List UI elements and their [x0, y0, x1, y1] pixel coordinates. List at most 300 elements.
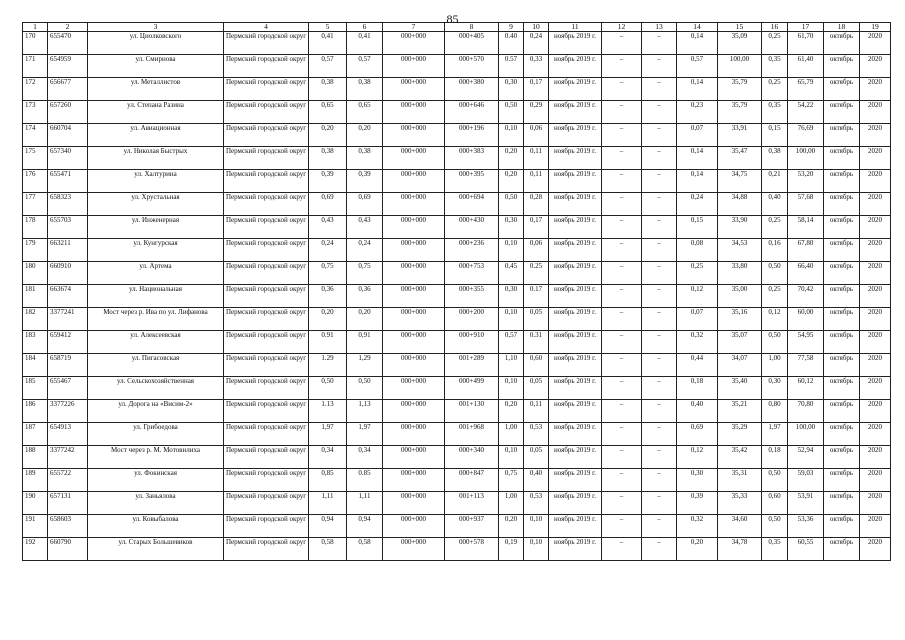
- cell-completion-date: ноябрь 2019 г.: [549, 515, 602, 538]
- cell-value-9: 0.40: [499, 32, 524, 55]
- cell-value-10: 0,60: [524, 354, 549, 377]
- cell-month: октябрь: [824, 239, 860, 262]
- cell-end-km: 000+646: [445, 101, 499, 124]
- cell-road-id: 657340: [48, 147, 88, 170]
- cell-road-name: ул. Пигасовская: [88, 354, 224, 377]
- cell-value-14: 0,30: [677, 469, 718, 492]
- cell-value-14: 0,15: [677, 216, 718, 239]
- cell-road-name: ул. Старых Большевиков: [88, 538, 224, 561]
- cell-percent-17: 67,80: [788, 239, 824, 262]
- cell-value-14: 0,07: [677, 308, 718, 331]
- cell-municipality: Пермский городской округ: [224, 216, 309, 239]
- cell-percent-17: 57,68: [788, 193, 824, 216]
- cell-road-id: 658323: [48, 193, 88, 216]
- cell-value-10: 0,17: [524, 216, 549, 239]
- cell-year: 2020: [860, 147, 891, 170]
- cell-municipality: Пермский городской округ: [224, 170, 309, 193]
- cell-value-10: 0.17: [524, 285, 549, 308]
- cell-value-12: –: [602, 331, 642, 354]
- cell-percent-17: 60,12: [788, 377, 824, 400]
- cell-length-repair: 0,34: [347, 446, 383, 469]
- cell-value-9: 0,10: [499, 239, 524, 262]
- cell-percent-17: 100,00: [788, 423, 824, 446]
- cell-value-13: –: [642, 331, 677, 354]
- cell-percent-15: 35,00: [718, 285, 762, 308]
- cell-value-13: –: [642, 147, 677, 170]
- cell-length-total: 0,38: [309, 78, 347, 101]
- cell-value-12: –: [602, 515, 642, 538]
- cell-length-repair: 0,20: [347, 124, 383, 147]
- cell-row-number: 181: [23, 285, 48, 308]
- cell-percent-15: 35,31: [718, 469, 762, 492]
- cell-end-km: 000+694: [445, 193, 499, 216]
- cell-row-number: 173: [23, 101, 48, 124]
- cell-municipality: Пермский городской округ: [224, 538, 309, 561]
- cell-road-name: ул. Степана Разина: [88, 101, 224, 124]
- cell-value-13: –: [642, 538, 677, 561]
- cell-value-14: 0,12: [677, 446, 718, 469]
- cell-year: 2020: [860, 308, 891, 331]
- cell-road-id: 659412: [48, 331, 88, 354]
- cell-percent-15: 34,07: [718, 354, 762, 377]
- cell-month: октябрь: [824, 147, 860, 170]
- cell-road-id: 656677: [48, 78, 88, 101]
- cell-year: 2020: [860, 124, 891, 147]
- cell-month: октябрь: [824, 377, 860, 400]
- cell-start-km: 000+000: [383, 285, 445, 308]
- cell-percent-15: 34,60: [718, 515, 762, 538]
- cell-completion-date: ноябрь 2019 г.: [549, 32, 602, 55]
- cell-length-total: 1,11: [309, 492, 347, 515]
- cell-value-14: 0,18: [677, 377, 718, 400]
- cell-value-16: 0,80: [762, 400, 788, 423]
- cell-percent-15: 100,00: [718, 55, 762, 78]
- cell-road-name: ул. Сельскохозяйственная: [88, 377, 224, 400]
- cell-length-total: 0,50: [309, 377, 347, 400]
- cell-value-10: 0,28: [524, 193, 549, 216]
- cell-value-16: 0,50: [762, 331, 788, 354]
- cell-row-number: 170: [23, 32, 48, 55]
- cell-month: октябрь: [824, 170, 860, 193]
- cell-value-10: 0,05: [524, 446, 549, 469]
- cell-percent-15: 35,47: [718, 147, 762, 170]
- table-header: [23, 23, 891, 32]
- column-header: 12: [602, 23, 642, 32]
- cell-end-km: 001+113: [445, 492, 499, 515]
- cell-value-9: 1,00: [499, 492, 524, 515]
- cell-road-name: ул. Смирнова: [88, 55, 224, 78]
- cell-value-12: –: [602, 193, 642, 216]
- cell-road-name: ул. Грибоедова: [88, 423, 224, 446]
- cell-value-16: 0,35: [762, 538, 788, 561]
- cell-start-km: 000+000: [383, 124, 445, 147]
- cell-length-repair: 1,13: [347, 400, 383, 423]
- register-table: [22, 22, 891, 561]
- cell-value-13: –: [642, 216, 677, 239]
- cell-value-12: –: [602, 55, 642, 78]
- column-header: 15: [718, 23, 762, 32]
- cell-road-id: 657260: [48, 101, 88, 124]
- cell-value-16: 0,50: [762, 469, 788, 492]
- cell-value-9: 0,10: [499, 446, 524, 469]
- cell-value-14: 0,14: [677, 78, 718, 101]
- cell-completion-date: ноябрь 2019 г.: [549, 55, 602, 78]
- cell-month: октябрь: [824, 400, 860, 423]
- cell-value-16: 1,00: [762, 354, 788, 377]
- table-row: [23, 377, 891, 400]
- cell-row-number: 175: [23, 147, 48, 170]
- cell-length-total: 0,20: [309, 124, 347, 147]
- cell-value-10: 0,10: [524, 515, 549, 538]
- cell-length-repair: 1,11: [347, 492, 383, 515]
- cell-value-13: –: [642, 262, 677, 285]
- cell-percent-15: 33,90: [718, 216, 762, 239]
- cell-end-km: 000+196: [445, 124, 499, 147]
- cell-length-total: 1.29: [309, 354, 347, 377]
- cell-value-10: 0,29: [524, 101, 549, 124]
- cell-value-10: 0,11: [524, 400, 549, 423]
- cell-length-repair: 1,97: [347, 423, 383, 446]
- cell-value-13: –: [642, 101, 677, 124]
- cell-road-id: 658603: [48, 515, 88, 538]
- cell-value-12: –: [602, 492, 642, 515]
- cell-length-repair: 0,38: [347, 78, 383, 101]
- cell-completion-date: ноябрь 2019 г.: [549, 147, 602, 170]
- cell-value-16: 0,35: [762, 101, 788, 124]
- cell-municipality: Пермский городской округ: [224, 147, 309, 170]
- cell-road-name: Мост через р. Ива по ул. Лифанова: [88, 308, 224, 331]
- cell-percent-15: 34,78: [718, 538, 762, 561]
- cell-percent-17: 65,79: [788, 78, 824, 101]
- cell-row-number: 190: [23, 492, 48, 515]
- column-header: 19: [860, 23, 891, 32]
- cell-row-number: 171: [23, 55, 48, 78]
- cell-completion-date: ноябрь 2019 г.: [549, 400, 602, 423]
- cell-value-16: 0,21: [762, 170, 788, 193]
- cell-value-9: 0,75: [499, 469, 524, 492]
- cell-value-14: 0,14: [677, 147, 718, 170]
- cell-value-16: 0,35: [762, 55, 788, 78]
- cell-length-total: 1.13: [309, 400, 347, 423]
- cell-end-km: 000+200: [445, 308, 499, 331]
- cell-road-name: ул. Инженерная: [88, 216, 224, 239]
- cell-road-name: ул. Заньялова: [88, 492, 224, 515]
- cell-value-12: –: [602, 285, 642, 308]
- cell-value-14: 0,08: [677, 239, 718, 262]
- table-row: [23, 32, 891, 55]
- table-row: [23, 538, 891, 561]
- cell-completion-date: ноябрь 2019 г.: [549, 538, 602, 561]
- cell-value-16: 0,15: [762, 124, 788, 147]
- cell-length-total: 0,36: [309, 285, 347, 308]
- cell-value-13: –: [642, 78, 677, 101]
- cell-value-13: –: [642, 446, 677, 469]
- cell-value-9: 0,50: [499, 101, 524, 124]
- cell-value-12: –: [602, 308, 642, 331]
- table-row: [23, 285, 891, 308]
- table-row: [23, 101, 891, 124]
- cell-length-repair: 1,29: [347, 354, 383, 377]
- cell-length-total: 0.91: [309, 331, 347, 354]
- cell-start-km: 000+000: [383, 101, 445, 124]
- cell-value-14: 0,69: [677, 423, 718, 446]
- table-row: [23, 55, 891, 78]
- cell-value-10: 0,40: [524, 469, 549, 492]
- cell-road-id: 655722: [48, 469, 88, 492]
- column-header: 10: [524, 23, 549, 32]
- cell-percent-15: 34,53: [718, 239, 762, 262]
- cell-month: октябрь: [824, 32, 860, 55]
- cell-percent-15: 35,16: [718, 308, 762, 331]
- table-body: [23, 32, 891, 561]
- cell-percent-15: 35,42: [718, 446, 762, 469]
- cell-year: 2020: [860, 400, 891, 423]
- cell-length-repair: 0,65: [347, 101, 383, 124]
- cell-length-total: 0,34: [309, 446, 347, 469]
- cell-completion-date: ноябрь 2019 г.: [549, 308, 602, 331]
- cell-row-number: 189: [23, 469, 48, 492]
- cell-road-name: ул. Фокинская: [88, 469, 224, 492]
- cell-value-10: 0.31: [524, 331, 549, 354]
- cell-row-number: 178: [23, 216, 48, 239]
- cell-value-9: 1,00: [499, 423, 524, 446]
- cell-year: 2020: [860, 285, 891, 308]
- cell-month: октябрь: [824, 124, 860, 147]
- cell-length-repair: 0,41: [347, 32, 383, 55]
- cell-month: октябрь: [824, 331, 860, 354]
- cell-road-name: ул. Металлистов: [88, 78, 224, 101]
- cell-year: 2020: [860, 446, 891, 469]
- cell-value-14: 0,40: [677, 400, 718, 423]
- cell-end-km: 001+289: [445, 354, 499, 377]
- cell-year: 2020: [860, 216, 891, 239]
- cell-value-9: 0,20: [499, 400, 524, 423]
- cell-completion-date: ноябрь 2019 г.: [549, 216, 602, 239]
- cell-month: октябрь: [824, 515, 860, 538]
- cell-completion-date: ноябрь 2019 г.: [549, 423, 602, 446]
- cell-value-16: 0,50: [762, 262, 788, 285]
- cell-completion-date: ноябрь 2019 г.: [549, 446, 602, 469]
- column-header: 17: [788, 23, 824, 32]
- cell-start-km: 000+000: [383, 400, 445, 423]
- cell-completion-date: ноябрь 2019 г.: [549, 262, 602, 285]
- cell-value-10: 0,10: [524, 538, 549, 561]
- cell-percent-15: 33,91: [718, 124, 762, 147]
- cell-row-number: 183: [23, 331, 48, 354]
- cell-month: октябрь: [824, 423, 860, 446]
- cell-value-14: 0,32: [677, 515, 718, 538]
- cell-value-12: –: [602, 538, 642, 561]
- cell-road-id: 657131: [48, 492, 88, 515]
- cell-value-10: 0,11: [524, 170, 549, 193]
- cell-end-km: 000+937: [445, 515, 499, 538]
- cell-start-km: 000+000: [383, 239, 445, 262]
- cell-completion-date: ноябрь 2019 г.: [549, 469, 602, 492]
- cell-percent-17: 61,70: [788, 32, 824, 55]
- cell-road-name: ул. Национальная: [88, 285, 224, 308]
- cell-value-16: 0,50: [762, 515, 788, 538]
- cell-value-14: 0,32: [677, 331, 718, 354]
- cell-percent-15: 35,07: [718, 331, 762, 354]
- cell-value-16: 1,97: [762, 423, 788, 446]
- cell-year: 2020: [860, 354, 891, 377]
- cell-percent-17: 58,14: [788, 216, 824, 239]
- cell-end-km: 000+383: [445, 147, 499, 170]
- cell-municipality: Пермский городской округ: [224, 492, 309, 515]
- cell-row-number: 188: [23, 446, 48, 469]
- cell-end-km: 000+395: [445, 170, 499, 193]
- cell-start-km: 000+000: [383, 32, 445, 55]
- cell-road-name: ул. Ковыбалова: [88, 515, 224, 538]
- column-header: 2: [48, 23, 88, 32]
- cell-value-9: 0,10: [499, 308, 524, 331]
- cell-percent-15: 34,75: [718, 170, 762, 193]
- cell-value-16: 0,25: [762, 216, 788, 239]
- cell-completion-date: ноябрь 2019 г.: [549, 285, 602, 308]
- cell-length-repair: 0,58: [347, 538, 383, 561]
- cell-row-number: 184: [23, 354, 48, 377]
- cell-value-13: –: [642, 170, 677, 193]
- cell-road-name: ул. Циолковского: [88, 32, 224, 55]
- column-header: 18: [824, 23, 860, 32]
- cell-road-id: 660910: [48, 262, 88, 285]
- cell-percent-17: 70,80: [788, 400, 824, 423]
- cell-road-id: 663674: [48, 285, 88, 308]
- cell-year: 2020: [860, 423, 891, 446]
- cell-municipality: Пермский городской округ: [224, 193, 309, 216]
- cell-road-id: 655467: [48, 377, 88, 400]
- cell-length-repair: 0,94: [347, 515, 383, 538]
- cell-end-km: 000+340: [445, 446, 499, 469]
- cell-municipality: Пермский городской округ: [224, 331, 309, 354]
- cell-value-13: –: [642, 55, 677, 78]
- cell-length-repair: 0,38: [347, 147, 383, 170]
- cell-month: октябрь: [824, 78, 860, 101]
- cell-municipality: Пермский городской округ: [224, 446, 309, 469]
- cell-end-km: 000+847: [445, 469, 499, 492]
- cell-value-16: 0,18: [762, 446, 788, 469]
- cell-row-number: 191: [23, 515, 48, 538]
- cell-year: 2020: [860, 170, 891, 193]
- cell-start-km: 000+000: [383, 78, 445, 101]
- column-header: 14: [677, 23, 718, 32]
- cell-municipality: Пермский городской округ: [224, 308, 309, 331]
- cell-completion-date: ноябрь 2019 г.: [549, 193, 602, 216]
- cell-value-10: 0,05: [524, 377, 549, 400]
- cell-value-13: –: [642, 354, 677, 377]
- cell-value-9: 0,20: [499, 170, 524, 193]
- cell-value-16: 0,25: [762, 32, 788, 55]
- table-row: [23, 400, 891, 423]
- cell-value-13: –: [642, 193, 677, 216]
- cell-row-number: 172: [23, 78, 48, 101]
- cell-value-9: 0,50: [499, 193, 524, 216]
- cell-length-repair: 0,39: [347, 170, 383, 193]
- cell-percent-17: 61,40: [788, 55, 824, 78]
- cell-length-repair: 0,43: [347, 216, 383, 239]
- cell-length-repair: 0,50: [347, 377, 383, 400]
- header-row: [23, 23, 891, 32]
- cell-start-km: 000+000: [383, 469, 445, 492]
- cell-municipality: Пермский городской округ: [224, 32, 309, 55]
- cell-percent-15: 35,09: [718, 32, 762, 55]
- cell-length-repair: 0,69: [347, 193, 383, 216]
- cell-value-14: 0,14: [677, 32, 718, 55]
- cell-completion-date: ноябрь 2019 г.: [549, 331, 602, 354]
- cell-end-km: 000+430: [445, 216, 499, 239]
- cell-end-km: 000+910: [445, 331, 499, 354]
- cell-road-id: 3377242: [48, 446, 88, 469]
- cell-end-km: 000+380: [445, 78, 499, 101]
- cell-month: октябрь: [824, 492, 860, 515]
- cell-month: октябрь: [824, 55, 860, 78]
- cell-value-13: –: [642, 124, 677, 147]
- cell-value-10: 0,53: [524, 423, 549, 446]
- cell-road-id: 654913: [48, 423, 88, 446]
- cell-value-10: 0.25: [524, 262, 549, 285]
- cell-road-name: ул. Авиационная: [88, 124, 224, 147]
- cell-year: 2020: [860, 32, 891, 55]
- cell-value-9: 0,30: [499, 216, 524, 239]
- cell-end-km: 000+355: [445, 285, 499, 308]
- cell-value-10: 0,53: [524, 492, 549, 515]
- cell-municipality: Пермский городской округ: [224, 78, 309, 101]
- cell-value-14: 0,44: [677, 354, 718, 377]
- cell-road-id: 3377241: [48, 308, 88, 331]
- cell-length-repair: 0,36: [347, 285, 383, 308]
- cell-percent-17: 100,00: [788, 147, 824, 170]
- cell-road-id: 655703: [48, 216, 88, 239]
- table-row: [23, 124, 891, 147]
- cell-road-name: ул. Дорога на «Висим-2»: [88, 400, 224, 423]
- cell-percent-17: 54,22: [788, 101, 824, 124]
- cell-value-10: 0,06: [524, 239, 549, 262]
- cell-length-total: 0,57: [309, 55, 347, 78]
- cell-value-9: 0,10: [499, 377, 524, 400]
- cell-value-12: –: [602, 78, 642, 101]
- cell-road-id: 655470: [48, 32, 88, 55]
- cell-road-name: ул. Хрустальная: [88, 193, 224, 216]
- column-header: 11: [549, 23, 602, 32]
- cell-percent-15: 35,33: [718, 492, 762, 515]
- cell-value-12: –: [602, 446, 642, 469]
- cell-value-9: 0,45: [499, 262, 524, 285]
- cell-value-10: 0,06: [524, 124, 549, 147]
- cell-value-14: 0,23: [677, 101, 718, 124]
- cell-percent-15: 34,88: [718, 193, 762, 216]
- cell-start-km: 000+000: [383, 538, 445, 561]
- cell-value-10: 0,24: [524, 32, 549, 55]
- cell-length-total: 0,65: [309, 101, 347, 124]
- cell-value-12: –: [602, 262, 642, 285]
- cell-start-km: 000+000: [383, 446, 445, 469]
- column-header: 9: [499, 23, 524, 32]
- table-row: [23, 193, 891, 216]
- table-row: [23, 492, 891, 515]
- cell-month: октябрь: [824, 446, 860, 469]
- cell-value-9: 0.57: [499, 55, 524, 78]
- cell-month: октябрь: [824, 216, 860, 239]
- cell-value-12: –: [602, 469, 642, 492]
- cell-month: октябрь: [824, 101, 860, 124]
- cell-start-km: 000+000: [383, 377, 445, 400]
- cell-value-14: 0,14: [677, 170, 718, 193]
- table-row: [23, 515, 891, 538]
- cell-value-16: 0,25: [762, 78, 788, 101]
- cell-year: 2020: [860, 239, 891, 262]
- cell-completion-date: ноябрь 2019 г.: [549, 492, 602, 515]
- cell-end-km: 000+578: [445, 538, 499, 561]
